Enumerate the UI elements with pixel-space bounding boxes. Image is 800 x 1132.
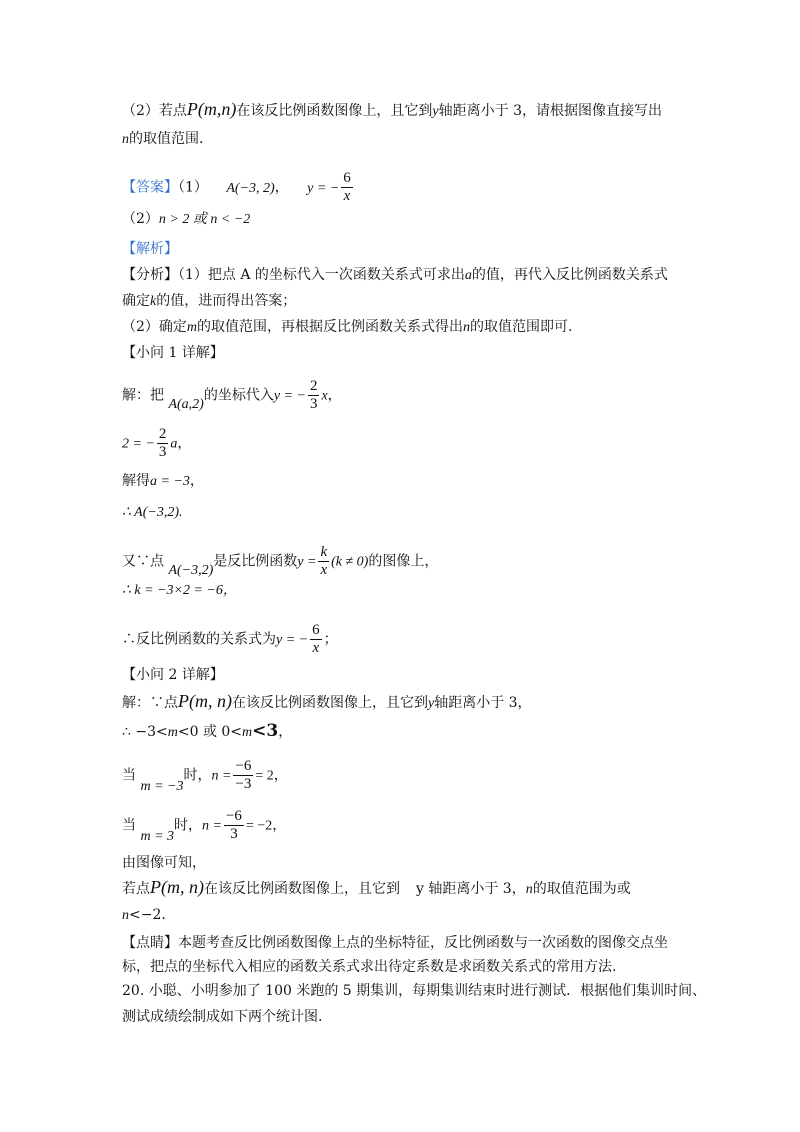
answer-line1: [122, 170, 355, 205]
equation: a = −3: [150, 474, 190, 489]
variable-n: n: [525, 882, 533, 897]
fraction: [318, 544, 329, 579]
variable-n: n: [463, 320, 471, 335]
fraction-numerator: −6: [235, 758, 252, 774]
fraction: [310, 622, 322, 657]
fraction-denominator: x: [312, 640, 320, 656]
question-text: 的取值范围.: [129, 131, 204, 147]
q1-step3: [122, 470, 204, 493]
q2-step6: [122, 876, 631, 901]
text: 确定: [122, 293, 150, 309]
variable-a: a: [170, 436, 178, 452]
variable-m: m: [186, 320, 198, 335]
punctuation: ；: [323, 631, 338, 648]
question-part2-line1: [122, 98, 662, 123]
fenxi-line1: [122, 264, 668, 287]
condition: m = −3: [140, 778, 184, 794]
equation: y = −: [276, 632, 309, 648]
text: y 轴距离小于 3，: [415, 881, 526, 897]
result: = −2: [245, 818, 273, 834]
fraction-denominator: 3: [230, 826, 238, 842]
text: 的坐标代入: [203, 387, 274, 404]
text: 的值，进而得出答案；: [156, 293, 297, 309]
result: = 2: [255, 768, 274, 784]
punctuation: ，: [278, 724, 293, 740]
punctuation: ，: [274, 179, 289, 196]
equation: n =: [202, 818, 222, 834]
text: 在该反比例函数图像上，且它到: [231, 695, 428, 711]
text: 本题考查反比例函数图像上点的坐标特征，反比例函数与一次函数的图像交点坐: [178, 935, 668, 951]
fraction: [341, 170, 353, 205]
punctuation: ，: [327, 387, 342, 404]
equation: y =: [297, 554, 317, 570]
fraction-denominator: 3: [158, 444, 167, 460]
variable-x: x: [321, 388, 328, 404]
punctuation: .: [161, 907, 166, 923]
subquestion2-tag: 【小问 2 详解】: [122, 667, 224, 683]
text: （2）确定: [122, 319, 187, 335]
q1-step1: [122, 378, 342, 413]
condition: m = 3: [140, 828, 175, 844]
equation: y = −: [273, 388, 306, 404]
text: 的图像上，: [368, 553, 439, 570]
question20-line2: 测试成绩绘制成如下两个统计图.: [122, 1009, 323, 1025]
fraction: [224, 808, 244, 843]
answer-part-label: （2）: [122, 211, 159, 227]
analysis-tag: 【解析】: [122, 241, 178, 257]
variable-k: k: [150, 294, 157, 309]
text: <0 或 0<: [177, 724, 243, 740]
text: 解：∵点: [122, 695, 178, 711]
text: 轴距离小于 3，: [434, 695, 532, 711]
text: 当: [122, 817, 136, 834]
q2-step1: [122, 690, 532, 715]
fraction: [233, 758, 253, 793]
text: 的取值范围，再根据反比例函数关系式得出: [197, 319, 464, 335]
variable-m: m: [242, 725, 253, 740]
point-P: P(m,n): [186, 99, 237, 119]
text: 又∵点: [122, 553, 164, 570]
text: （1）把点 A 的坐标代入一次函数关系式可求出: [178, 267, 465, 283]
fraction-denominator: −3: [235, 776, 252, 792]
fraction-numerator: 2: [309, 378, 318, 394]
text: 当: [122, 767, 136, 784]
fraction-denominator: x: [343, 188, 351, 204]
variable-a: a: [464, 268, 472, 283]
point-P: P(m, n): [178, 691, 232, 711]
variable-m: m: [167, 725, 178, 740]
answer-range: n > 2 或 n < −2: [158, 212, 251, 227]
text: 若点: [122, 881, 150, 897]
answer-part-label: （1）: [178, 179, 208, 196]
q1-step4: ∴ A(−3,2).: [122, 505, 183, 520]
question20-line1: 20. 小聪、小明参加了 100 米跑的 5 期集训，每期集训结束时进行测试．根据他们集训时间、: [122, 983, 707, 999]
equation: n =: [211, 768, 232, 784]
y-axis-label: y: [427, 696, 435, 711]
fraction-denominator: 3: [309, 396, 318, 412]
point-A: A(−3,2): [168, 562, 214, 578]
text: 解得: [122, 473, 150, 489]
dianjing-tag: 【点睛】: [122, 935, 178, 951]
punctuation: ，: [177, 435, 192, 452]
fraction-numerator: 2: [158, 426, 167, 442]
q2-step4: [122, 808, 286, 843]
text: 的值，再代入反比例函数关系式: [471, 267, 668, 283]
q2-step7: [122, 904, 166, 927]
text: 时，: [183, 767, 212, 784]
q1-step5: [122, 544, 438, 579]
dianjing-line2: 标，把点的坐标代入相应的函数关系式求出待定系数是求函数关系式的常用方法.: [122, 959, 617, 975]
text: 时，: [174, 817, 203, 834]
answer-tag: 【答案】: [122, 179, 178, 196]
fraction: [308, 378, 320, 413]
fenxi-tag: 【分析】: [122, 267, 178, 283]
q1-step7: [122, 622, 338, 657]
q2-step3: [122, 758, 288, 793]
punctuation: ，: [189, 473, 204, 489]
fraction-numerator: 6: [312, 622, 320, 638]
variable-n: n: [122, 908, 129, 923]
q2-step5: 由图像可知，: [122, 855, 206, 871]
text: ∴反比例函数的关系式为: [122, 631, 276, 648]
y-axis-label: y: [432, 104, 439, 119]
text: 在该反比例函数图像上，且它到: [203, 881, 400, 897]
fraction-numerator: k: [320, 544, 328, 560]
fenxi-line2: [122, 290, 296, 313]
variable-n: n: [122, 132, 129, 147]
fraction-denominator: x: [320, 562, 328, 578]
answer-equation: y = −: [307, 180, 340, 196]
text: <3: [252, 721, 279, 741]
dianjing-line1: [122, 932, 668, 954]
question-text: 在该反比例函数图像上，且它到: [236, 103, 433, 119]
q2-step2: [122, 720, 292, 744]
point-P: P(m, n): [150, 877, 204, 897]
fraction: [157, 426, 169, 461]
subquestion1-tag: 【小问 1 详解】: [122, 345, 224, 361]
fenxi-line3: [122, 316, 573, 339]
fraction-numerator: −6: [225, 808, 242, 824]
point-A: A(a,2): [168, 396, 204, 412]
text: 解：把: [122, 387, 164, 404]
answer-line2: [122, 208, 250, 231]
q1-step2: [122, 426, 191, 461]
text: ∴ −3<: [122, 724, 168, 740]
text: 的取值范围即可.: [470, 319, 573, 335]
punctuation: ，: [272, 817, 287, 834]
equation: 2 = −: [122, 436, 155, 452]
text: 的取值范围为或: [532, 881, 631, 897]
answer-point-A: A(−3, 2): [226, 180, 275, 196]
punctuation: ，: [273, 767, 288, 784]
question-part2-line2: [122, 128, 203, 151]
text: <−2: [129, 907, 162, 923]
question-text: 轴距离小于 3，请根据图像直接写出: [438, 103, 662, 119]
condition: (k ≠ 0): [331, 554, 369, 570]
text: 是反比例函数: [213, 553, 298, 570]
fraction-numerator: 6: [343, 170, 351, 186]
q1-step6: ∴ k = −3×2 = −6，: [122, 583, 237, 598]
question-prefix: （2）若点: [122, 103, 187, 119]
